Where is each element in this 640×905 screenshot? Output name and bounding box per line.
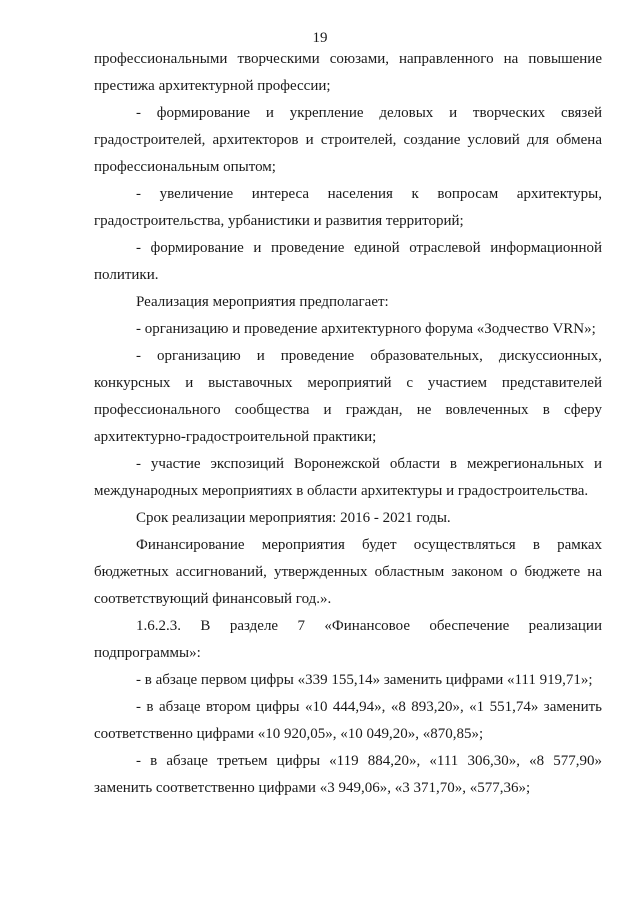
document-body <box>94 46 602 802</box>
paragraph-4: - формирование и проведение единой отраслевой информационной политики. <box>94 240 602 283</box>
paragraph-5: Реализация мероприятия предполагает: <box>136 294 389 310</box>
paragraph-9: Срок реализации мероприятия: 2016 - 2021 годы. <box>136 510 451 526</box>
paragraph-1: профессиональными творческими союзами, направленного на повышение престижа архитектурной профессии; <box>94 51 602 94</box>
paragraph-7: - организацию и проведение образовательных, дискуссионных, конкурсных и выставочных мероприятий с участием представителей профессионального сообщества и граждан, не вовлеченных в сферу архитектурно-градостроительной практики; <box>94 348 602 445</box>
paragraph-11: 1.6.2.3. В разделе 7 «Финансовое обеспечение реализации подпрограммы»: <box>94 618 602 661</box>
paragraph-13: - в абзаце втором цифры «10 444,94», «8 893,20», «1 551,74» заменить соответственно цифрами «10 920,05», «10 049,20», «870,85»; <box>94 699 602 742</box>
paragraph-10: Финансирование мероприятия будет осуществляться в рамках бюджетных ассигнований, утвержденных областным законом о бюджете на соответствующий финансовый год.». <box>94 537 602 607</box>
paragraph-14: - в абзаце третьем цифры «119 884,20», «111 306,30», «8 577,90» заменить соответственно цифрами «3 949,06», «3 371,70», «577,36»; <box>94 753 602 796</box>
paragraph-8: - участие экспозиций Воронежской области в межрегиональных и международных мероприятиях в области архитектуры и градостроительства. <box>94 456 602 499</box>
paragraph-6: - организацию и проведение архитектурного форума «Зодчество VRN»; <box>136 321 596 337</box>
paragraph-2: - формирование и укрепление деловых и творческих связей градостроителей, архитекторов и строителей, создание условий для обмена профессиональным опытом; <box>94 105 602 175</box>
page-number: 19 <box>312 30 328 46</box>
paragraph-12: - в абзаце первом цифры «339 155,14» заменить цифрами «111 919,71»; <box>136 672 593 688</box>
paragraph-3: - увеличение интереса населения к вопросам архитектуры, градостроительства, урбанистики и развития территорий; <box>94 186 602 229</box>
